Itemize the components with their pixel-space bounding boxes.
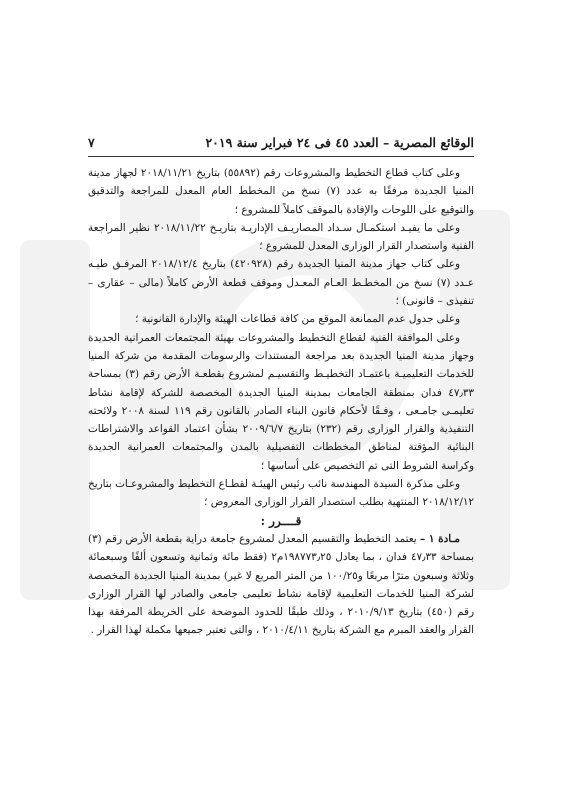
gazette-title: الوقائع المصرية – العدد ٤٥ فى ٢٤ فبراير سنة ٢٠١٩ (205, 134, 474, 150)
paragraph: وعلى كتاب جهاز مدينة المنيا الجديدة رقم (٤٢٠٩٢٨) بتاريخ ٢٠١٨/١٢/٤ المرفـق طيـه عـدد (٧) نسخ من المخطـط العـام المعـدل وموقف قطعة الأرض كاملاً (مالى – عقارى – تنفيذى – قانونى) ؛ (88, 258, 475, 308)
paragraph: وعلى ما يفيـد استكمـال سـداد المصاريـف الإداريـة بتاريـخ ٢٠١٨/١١/٢٢ نظير المراجعة الفنية واستصدار القرار الوزارى المعدل للمشروع ؛ (88, 221, 474, 253)
paragraph: وعلى كتاب قطاع التخطيط والمشروعات رقم (٥٥٨٩٢) بتاريخ ٢٠١٨/١١/٢١ لجهاز مدينة المنيا الجديدة مرفقًا به عدد (٧) نسخ من المخطط العام المعدل للمراجعة والتدقيق والتوقيع على اللوحات والإفادة بالموقف كاملاً للمشروع ؛ (88, 167, 474, 216)
paragraph: وعلى مذكرة السيدة المهندسة نائب رئيس الهيئـة لقطـاع التخطيط والمشروعـات بتاريخ ٢٠١٨/١٢/١٢ المنتهية بطلب استصدار القرار الوزارى المعروض ؛ (88, 478, 474, 509)
header-divider (88, 156, 474, 157)
page-header (88, 133, 474, 151)
decision-heading: قــــرر : (260, 513, 302, 528)
paragraph: وعلى جدول عدم الممانعة الموقع من كافة قطاعات الهيئة والإدارة القانونية ؛ (135, 313, 460, 326)
article-1-text: يعتمد التخطيط والتقسيم المعدل لمشروع جامعة دراية بقطعة الأرض رقم (٣) بمساحة ٤٧٫٣٣ فدان ، بما يعادل ١٩٨٧٧٣٫٢٥م٢ (فقط مائة وثمانية وتسعون ألفًا وسبعمائة وثلاثة وسبعون مترًا مربعًا و١٠٠/٢٥ من المتر المربع لا غير) بمدينة المنيا الجديدة المخصصة لشركة المنيا للخدمات التعليمية لإقامة نشاط تعليمى جامعى والصادر لها القرار الوزارى رقم (٤٥٠) بتاريخ ٢٠١٠/٩/١٣ ، وذلك طبقًا للحدود الموضحة على الخريطة المرفقة بهذا القرار والعقد المبرم مع الشركة بتاريخ ٢٠١٠/٤/١١ ، والتى تعتبر جميعها مكملة لهذا القرار . (88, 532, 474, 637)
page-number: ٧ (88, 134, 95, 150)
article-1 (88, 530, 474, 640)
document-body (88, 164, 474, 640)
article-1-number: مـادة ١ – (420, 532, 460, 545)
paragraph: وعلى الموافقة الفنية لقطاع التخطيط والمشروعات بهيئة المجتمعات العمرانية الجديدة وجهاز مدينة المنيا الجديدة بعد مراجعة المستندات والرسومات المقدمة من شركة المنيا للخدمات التعليميـة باعتمـاد التخطيـط والتقسيـم لمشروع بقطعـة الأرض رقم (٣) بمساحة ٤٧٫٣٣ فدان بمنطقة الجامعات بمدينة المنيا الجديدة المخصصة للشركة لإقامة نشاط تعليمـى جامـعى ، وفـقًا لأحكام قانون البناء الصادر بالقانون رقم ١١٩ لسنة ٢٠٠٨ ولائحته التنفيذية والقرار الوزارى رقم (٢٣٢) بتاريخ ٢٠٠٩/٦/٧ بشأن اعتماد القواعد والاشتراطات البنائية المؤقتة لمناطق المخططات التفصيلية بالمدن والمجتمعات العمرانية الجديدة وكراسة الشروط التى تم التخصيص على أساسها ؛ (88, 331, 475, 472)
